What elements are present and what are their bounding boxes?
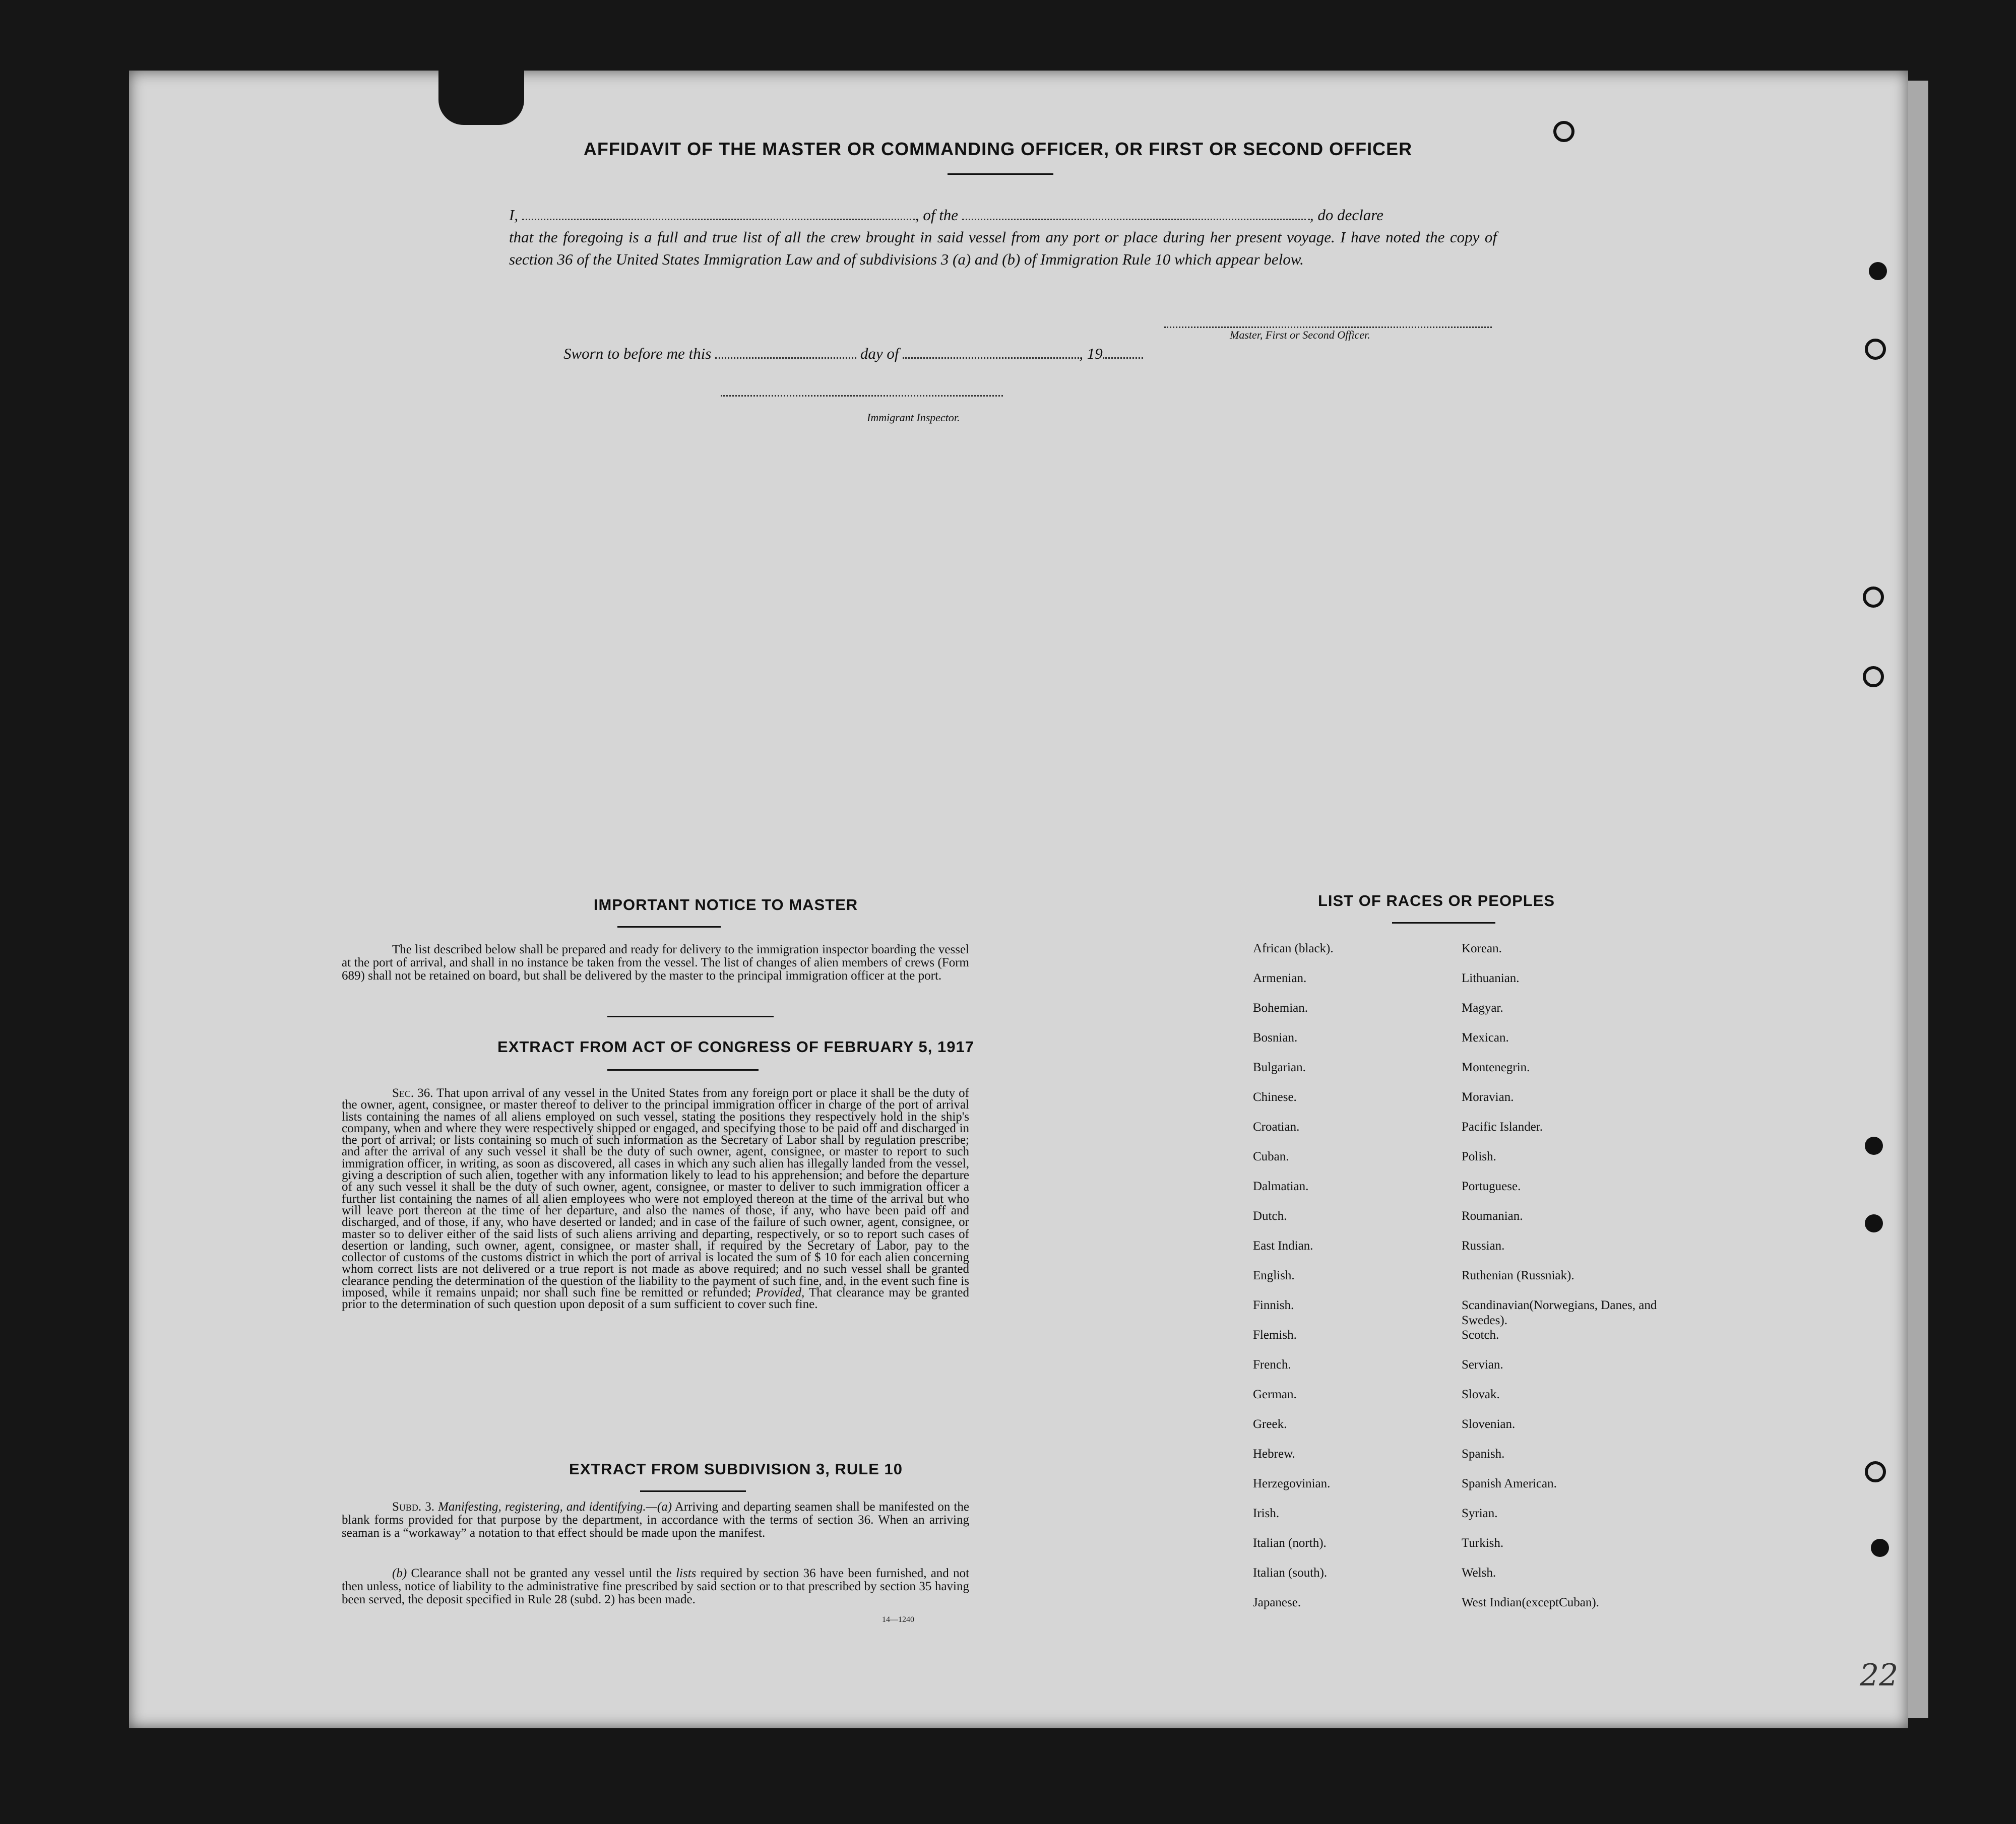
race-item: Slovenian. xyxy=(1462,1417,1516,1431)
sworn-line xyxy=(563,345,1143,363)
rule-lists-word: lists xyxy=(676,1567,697,1580)
act-text xyxy=(342,1087,969,1311)
binder-hole xyxy=(1553,121,1574,142)
race-item: Dalmatian. xyxy=(1253,1180,1309,1193)
day-blank xyxy=(715,357,856,359)
signature-caption: Master, First or Second Officer. xyxy=(1230,329,1370,341)
race-item: West Indian(exceptCuban). xyxy=(1462,1596,1599,1609)
rule-heading: Manifesting, registering, and identifying.—(a) xyxy=(438,1500,672,1514)
race-item: Bosnian. xyxy=(1253,1031,1298,1045)
race-item: French. xyxy=(1253,1358,1291,1372)
affidavit-body: that the foregoing is a full and true list of all the crew brought in said vessel from any port or place during her present voyage. I have noted the copy of section 36 of the United States Immigration Law and of subdivisions 3 (a) and (b) of Immigration Rule 10 which appear below. xyxy=(509,228,1497,268)
race-item: Flemish. xyxy=(1253,1328,1297,1342)
rule-a-text: Arriving and departing seamen shall be manifested on the blank forms provided for that purpose by the department, in accordance with the terms of section 36. When an arriving seaman is a “workaway” a notation to that effect should be made upon the manifest. xyxy=(342,1500,969,1540)
name-blank xyxy=(522,219,915,220)
race-item: Montenegrin. xyxy=(1462,1061,1530,1074)
race-item: Portuguese. xyxy=(1462,1180,1521,1193)
race-item: Croatian. xyxy=(1253,1120,1300,1134)
year-prefix: , 19 xyxy=(1079,345,1103,362)
binder-hole xyxy=(1869,262,1887,280)
binder-hole xyxy=(1865,339,1886,360)
race-item: African (black). xyxy=(1253,942,1334,955)
rule-subd-label: Subd. 3. xyxy=(392,1500,434,1514)
race-item: Servian. xyxy=(1462,1358,1503,1372)
races-column-1 xyxy=(1253,941,1455,1625)
race-item: Roumanian. xyxy=(1462,1209,1523,1223)
race-item: Chinese. xyxy=(1253,1090,1297,1104)
race-item: Japanese. xyxy=(1253,1596,1301,1609)
race-item: Cuban. xyxy=(1253,1150,1289,1163)
torn-corner xyxy=(438,64,524,125)
race-item: Greek. xyxy=(1253,1417,1287,1431)
act-body: That upon arrival of any vessel in the United States from any foreign port or place it shall be the duty of the owner, agent, consignee, or master thereof to deliver to the principal immigration officer in charge of the port of arrival lists containing the names of all aliens employed on such vessel, stating the positions they respectively hold in the ship's company, when and where they were respectively shipped or engaged, and specifying those to be paid off and discharged in the port of arrival; or lists containing so much of such information as the Secretary of Labor shall by regulation prescribe; and after the arrival of any such vessel it shall be the duty of such owner, agent, consignee, or master to report to such immigration officer, in writing, as soon as discovered, all cases in which any such alien has illegally landed from the vessel, giving a description of such alien, together with any information likely to lead to his apprehension; and before the departure of any such vessel it shall be the duty of such owner, agent, consignee, or master to deliver to such immigration officer a further list containing the names of all alien employees who were not employed thereon at the time of the arrival but who will leave port thereon at the time of her departure, and also the names of those, if any, who have been paid off and discharged, and of those, if any, who have deserted or landed; and in case of the failure of such owner, agent, consignee, or master so to deliver either of the said lists of such aliens arriving and departing, respectively, or so to report such cases of desertion or landing, such owner, agent, consignee, or master shall, if required by the Secretary of Labor, pay to the collector of customs of the customs district in which the port of arrival is located the sum of $ 10 for each alien concerning whom correct lists are not delivered or a true report is not made as above required; and no such vessel shall be granted clearance pending the determination of the question of the liability to the payment of such fine, and, in the event such fine is imposed, while it remains unpaid; nor shall such fine be remitted or refunded; xyxy=(342,1086,969,1300)
rule-title: EXTRACT FROM SUBDIVISION 3, RULE 10 xyxy=(569,1460,903,1478)
race-item: Spanish. xyxy=(1462,1447,1505,1461)
section-rule xyxy=(1392,922,1495,924)
rule-b-text1: Clearance shall not be granted any vessel until the xyxy=(411,1567,672,1580)
affidavit-of-the: , of the xyxy=(915,206,959,224)
race-item: Russian. xyxy=(1462,1239,1505,1253)
race-item: Bohemian. xyxy=(1253,1001,1308,1015)
affidavit-i: I, xyxy=(509,206,519,224)
notice-text: The list described below shall be prepared and ready for delivery to the immigration inspector boarding the vessel at the port of arrival, and shall in no instance be taken from the vessel. The list of changes of alien members of crews (Form 689) shall not be retained on board, but shall be delivered by the master to the principal immigration officer at the port. xyxy=(342,943,969,983)
sworn-prefix: Sworn to before me this xyxy=(563,345,712,362)
race-item: Spanish American. xyxy=(1462,1477,1557,1490)
binder-hole xyxy=(1865,1137,1883,1155)
binder-hole xyxy=(1863,666,1884,687)
race-item: English. xyxy=(1253,1269,1295,1282)
race-item: Scandinavian(Norwegians, Danes, and Swedes). xyxy=(1462,1298,1657,1327)
month-blank xyxy=(903,357,1079,359)
race-item: Magyar. xyxy=(1462,1001,1503,1015)
race-item: Italian (north). xyxy=(1253,1536,1327,1550)
rule-text-a xyxy=(342,1501,969,1540)
affidavit-title: AFFIDAVIT OF THE MASTER OR COMMANDING OFFICER, OR FIRST OR SECOND OFFICER xyxy=(583,139,1413,159)
section-rule xyxy=(607,1016,774,1017)
race-item: East Indian. xyxy=(1253,1239,1313,1253)
race-item: Bulgarian. xyxy=(1253,1061,1306,1074)
race-item: Armenian. xyxy=(1253,971,1307,985)
year-blank xyxy=(1103,357,1143,359)
binder-hole xyxy=(1871,1539,1889,1557)
affidavit-text xyxy=(509,204,1497,271)
act-provided: Provided, xyxy=(755,1286,805,1300)
signature-line xyxy=(1164,327,1492,328)
race-item: Hebrew. xyxy=(1253,1447,1295,1461)
race-item: Pacific Islander. xyxy=(1462,1120,1543,1134)
inspector-caption: Immigrant Inspector. xyxy=(867,411,960,424)
vessel-blank xyxy=(962,219,1310,220)
binder-hole xyxy=(1863,587,1884,608)
race-item: Mexican. xyxy=(1462,1031,1509,1045)
race-item: Lithuanian. xyxy=(1462,971,1520,985)
rule-b-text2: required by section 36 have been furnished, and not then unless, notice of liability to the administrative fine prescribed by said section or to that prescribed by section 35 having been served, the deposit specified in Rule 28 (subd. 2) has been made. xyxy=(342,1567,970,1606)
act-section-label: Sec. 36. xyxy=(392,1086,433,1100)
race-item: Italian (south). xyxy=(1253,1566,1328,1580)
rule-text-b xyxy=(342,1567,969,1606)
race-item: Ruthenian (Russniak). xyxy=(1462,1269,1574,1282)
act-title: EXTRACT FROM ACT OF CONGRESS OF FEBRUARY 5, 1917 xyxy=(497,1038,974,1056)
race-item: Scotch. xyxy=(1462,1328,1499,1342)
race-item: Polish. xyxy=(1462,1150,1496,1163)
race-item: Moravian. xyxy=(1462,1090,1514,1104)
page-number: 22 xyxy=(1860,1658,1899,1693)
binder-hole xyxy=(1865,1461,1886,1482)
act-body-end: That clearance may be granted prior to the determination of such question upon deposit of a sum sufficient to cover such fine. xyxy=(342,1286,970,1312)
page-edge xyxy=(1908,81,1928,1718)
race-item: Dutch. xyxy=(1253,1209,1287,1223)
inspector-line xyxy=(721,395,1003,397)
race-item: Korean. xyxy=(1462,942,1502,955)
form-number: 14—1240 xyxy=(882,1615,914,1624)
section-rule xyxy=(607,1069,759,1071)
affidavit-do-declare: , do declare xyxy=(1309,206,1383,224)
section-rule xyxy=(617,926,721,928)
race-item: Finnish. xyxy=(1253,1298,1294,1312)
race-item: Welsh. xyxy=(1462,1566,1496,1580)
race-item: Herzegovinian. xyxy=(1253,1477,1331,1490)
day-of: day of xyxy=(860,345,899,362)
binder-hole xyxy=(1865,1214,1883,1232)
races-column-2 xyxy=(1462,941,1663,1625)
race-item: Slovak. xyxy=(1462,1388,1500,1401)
race-item: Irish. xyxy=(1253,1507,1280,1520)
title-rule xyxy=(948,173,1053,175)
section-rule xyxy=(640,1490,746,1492)
race-item: German. xyxy=(1253,1388,1297,1401)
race-item: Turkish. xyxy=(1462,1536,1504,1550)
notice-title: IMPORTANT NOTICE TO MASTER xyxy=(593,896,858,914)
rule-b-label: (b) xyxy=(392,1567,407,1580)
race-item: Syrian. xyxy=(1462,1507,1498,1520)
races-title: LIST OF RACES OR PEOPLES xyxy=(1317,892,1555,909)
